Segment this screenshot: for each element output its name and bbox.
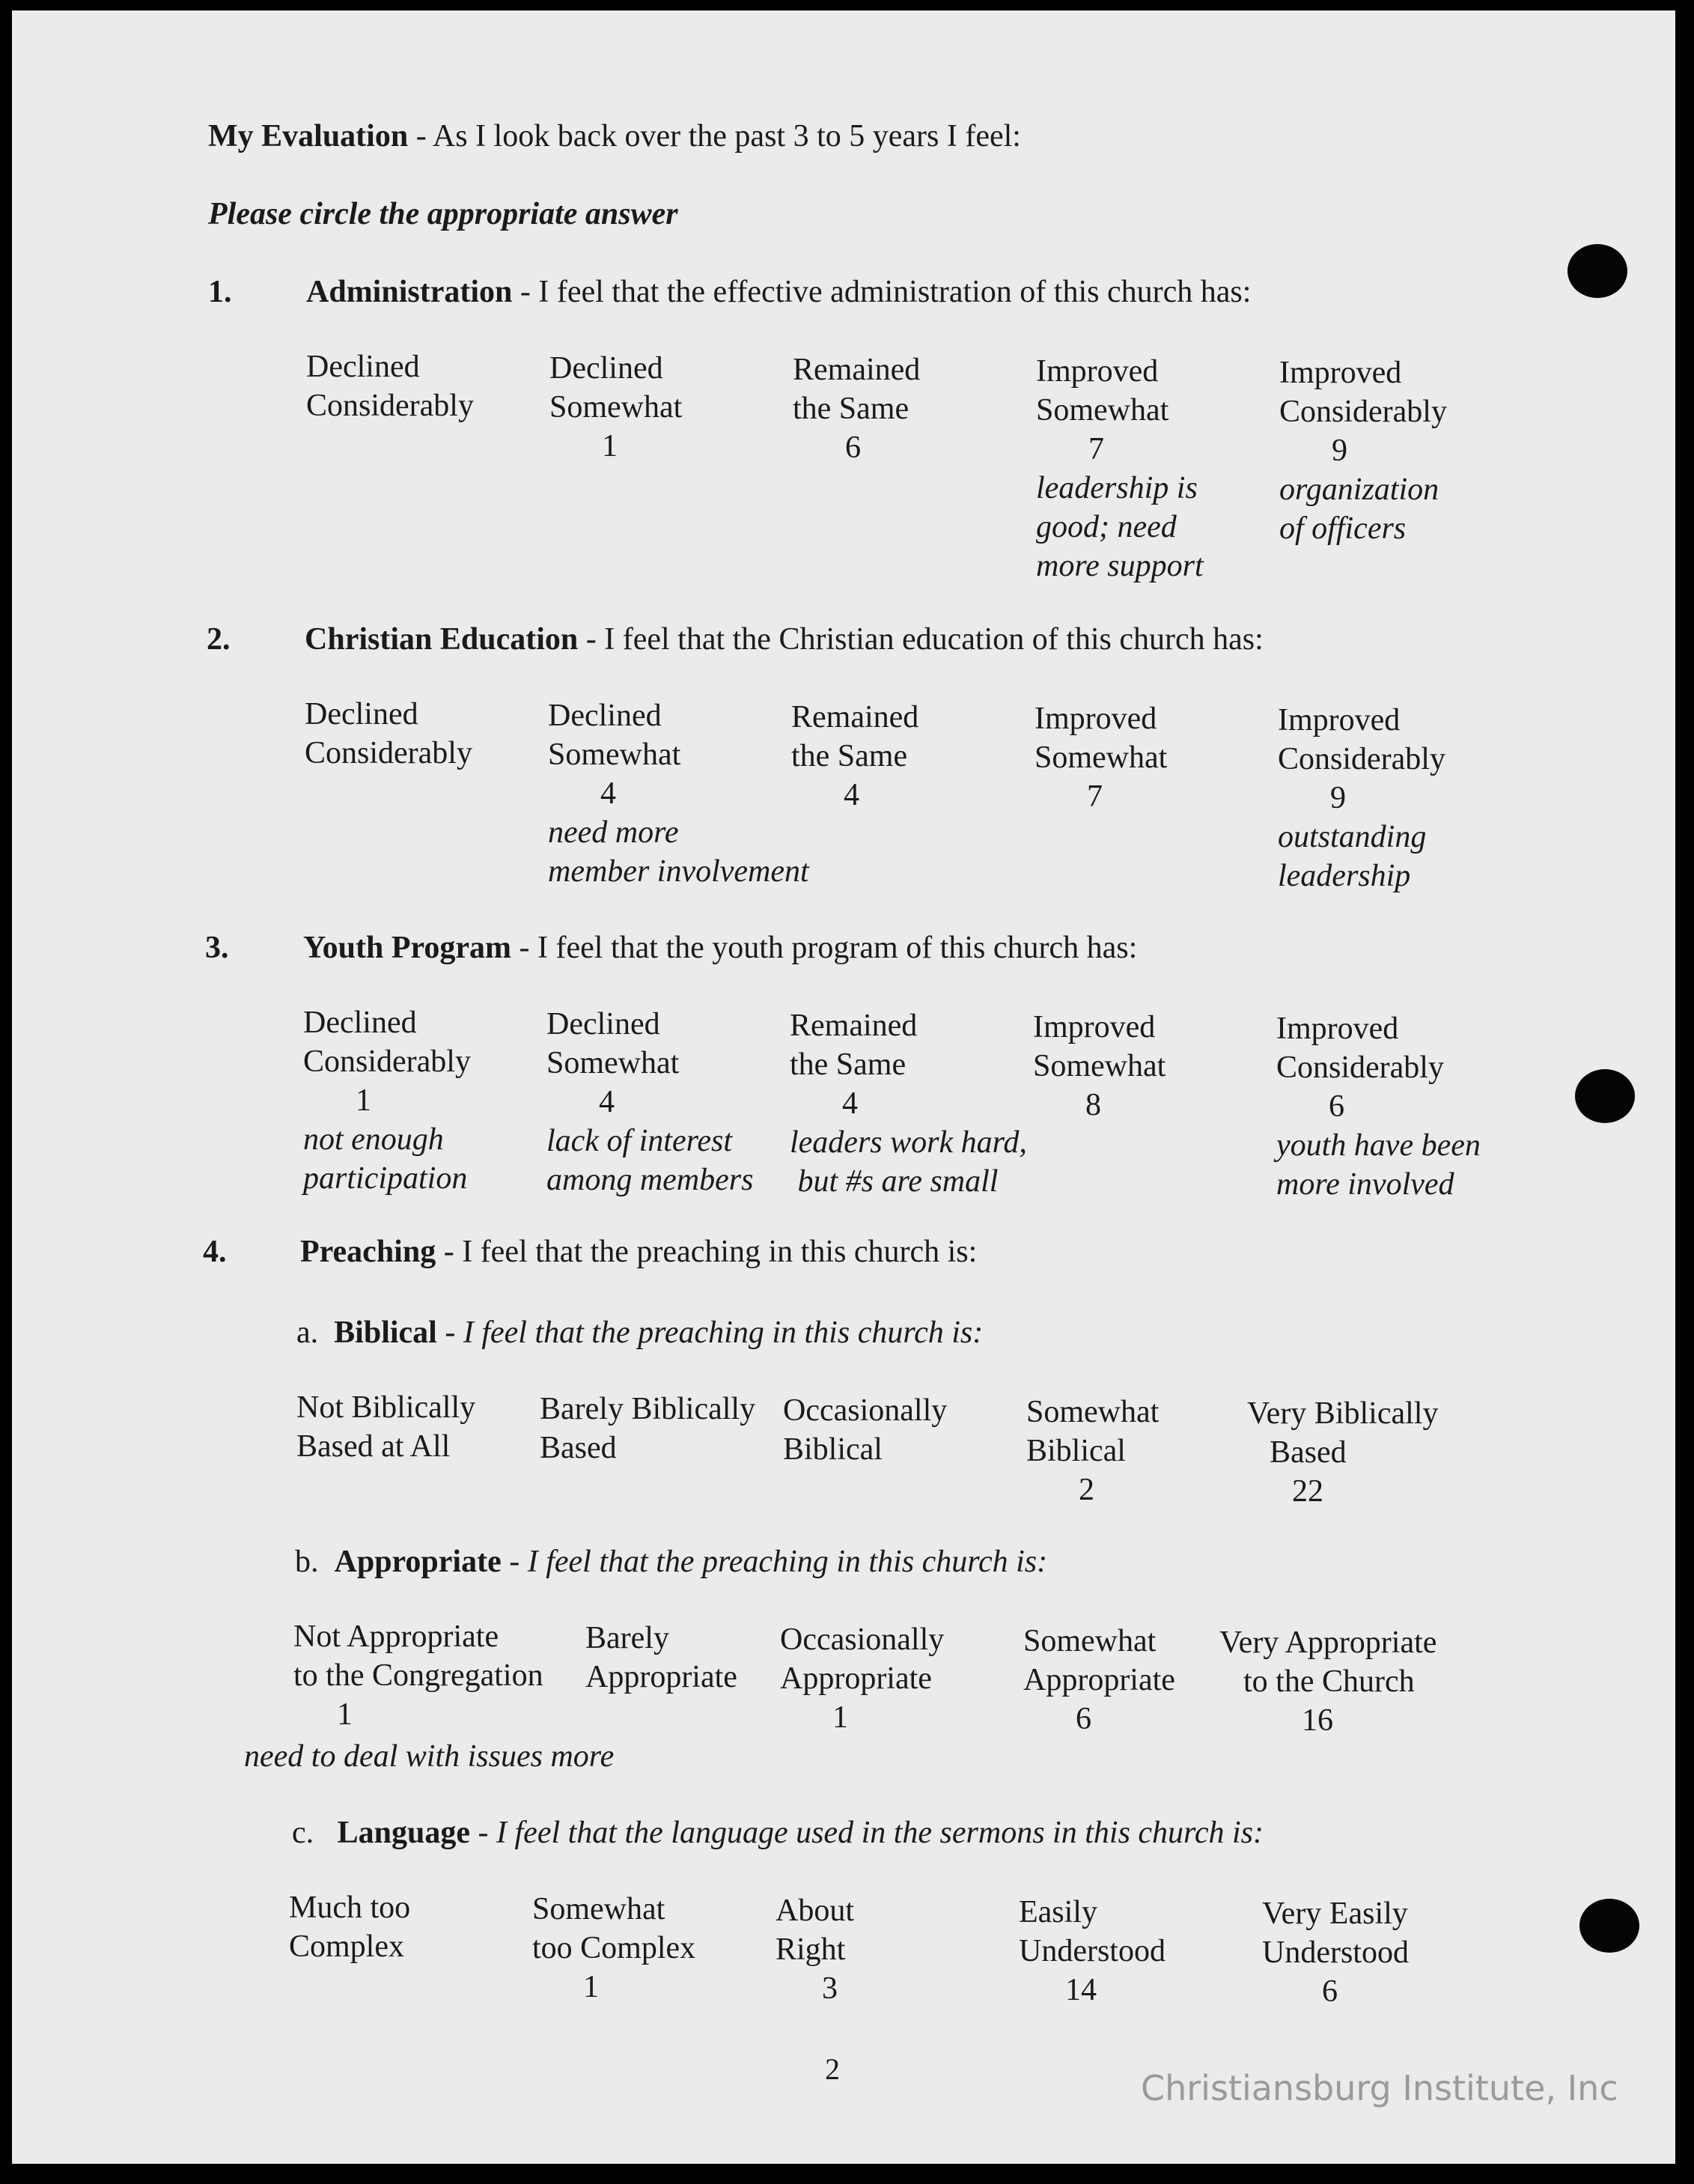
answer-option[interactable] bbox=[793, 350, 920, 467]
option-label: the Same bbox=[791, 739, 908, 773]
answer-option[interactable] bbox=[303, 1003, 471, 1198]
answer-option[interactable] bbox=[548, 696, 809, 891]
answer-option[interactable] bbox=[780, 1620, 944, 1737]
response-count: 4 bbox=[599, 1085, 615, 1119]
option-label: Very Appropriate bbox=[1219, 1625, 1437, 1660]
handwritten-note: more involved bbox=[1276, 1167, 1454, 1202]
subquestion-letter: b. bbox=[295, 1545, 319, 1579]
response-count: 4 bbox=[844, 778, 859, 812]
response-count: 2 bbox=[1079, 1473, 1094, 1507]
option-label: Declined bbox=[306, 350, 420, 384]
response-count: 9 bbox=[1330, 781, 1346, 815]
option-label: to the Congregation bbox=[293, 1658, 543, 1693]
handwritten-note: need more bbox=[548, 815, 679, 850]
option-label: Improved bbox=[1035, 702, 1157, 736]
response-count: 1 bbox=[356, 1083, 371, 1118]
question-name: Preaching bbox=[300, 1235, 436, 1269]
answer-option[interactable] bbox=[585, 1619, 737, 1697]
option-label: Easily bbox=[1019, 1895, 1097, 1929]
question-number: 1. bbox=[208, 275, 232, 309]
option-label: Much too bbox=[289, 1891, 411, 1925]
question-4-title bbox=[300, 1232, 977, 1271]
option-label: too Complex bbox=[532, 1931, 696, 1965]
option-label: Considerably bbox=[1279, 395, 1447, 429]
option-label: Somewhat bbox=[1033, 1049, 1166, 1083]
response-count: 1 bbox=[832, 1700, 848, 1735]
subquestion-c-title bbox=[292, 1813, 1264, 1852]
answer-option[interactable] bbox=[549, 349, 682, 466]
response-count: 6 bbox=[1322, 1974, 1338, 2009]
handwritten-note: organization bbox=[1279, 472, 1439, 507]
handwritten-note: need to deal with issues more bbox=[244, 1739, 615, 1774]
option-label: Somewhat bbox=[1035, 740, 1168, 775]
option-label: Barely bbox=[585, 1621, 669, 1655]
question-2-title bbox=[305, 620, 1264, 659]
answer-option[interactable] bbox=[783, 1391, 947, 1469]
option-label: Remained bbox=[790, 1009, 918, 1043]
binder-hole bbox=[1575, 1069, 1635, 1123]
response-count: 3 bbox=[822, 1971, 838, 2006]
option-label: Appropriate bbox=[780, 1661, 932, 1696]
question-text: - I feel that the youth program of this church has: bbox=[511, 931, 1138, 965]
response-count: 6 bbox=[845, 431, 861, 465]
answer-option[interactable] bbox=[790, 1006, 1027, 1201]
answer-option[interactable] bbox=[546, 1005, 753, 1199]
answer-option[interactable] bbox=[296, 1388, 475, 1466]
option-label: Somewhat bbox=[1036, 393, 1169, 428]
response-count: 22 bbox=[1292, 1474, 1323, 1509]
question-name: Youth Program bbox=[303, 931, 512, 965]
option-label: the Same bbox=[793, 392, 910, 426]
option-label: Remained bbox=[791, 700, 919, 734]
option-label: Somewhat bbox=[546, 1046, 680, 1080]
handwritten-note: member involvement bbox=[548, 854, 809, 889]
question-text: - I feel that the preaching in this church is: bbox=[436, 1235, 978, 1269]
option-label: Complex bbox=[289, 1929, 404, 1964]
answer-option[interactable] bbox=[306, 347, 474, 425]
option-label: Not Appropriate bbox=[293, 1619, 499, 1654]
question-1-title bbox=[306, 273, 1251, 311]
question-name: Christian Education bbox=[305, 622, 579, 657]
subquestion-text: - I feel that the preaching in this church is: bbox=[436, 1315, 984, 1350]
subquestion-text: - I feel that the preaching in this church is: bbox=[501, 1545, 1048, 1579]
response-count: 1 bbox=[337, 1697, 353, 1732]
handwritten-note: leadership is bbox=[1036, 471, 1198, 505]
answer-option[interactable] bbox=[1026, 1393, 1159, 1509]
answer-option[interactable] bbox=[532, 1890, 695, 2007]
answer-option[interactable] bbox=[776, 1891, 854, 2008]
subquestion-text: - I feel that the language used in the sermons in this church is: bbox=[470, 1816, 1264, 1850]
document-page bbox=[12, 10, 1675, 2164]
answer-option[interactable] bbox=[1033, 1008, 1166, 1125]
option-label: Occasionally bbox=[783, 1393, 948, 1428]
question-text: - I feel that the Christian education of this church has: bbox=[578, 622, 1264, 657]
response-count: 6 bbox=[1076, 1702, 1091, 1736]
answer-option[interactable] bbox=[1036, 352, 1204, 585]
option-label: Appropriate bbox=[585, 1660, 737, 1694]
subquestion-letter: c. bbox=[292, 1816, 314, 1850]
option-label: Not Biblically bbox=[296, 1390, 476, 1425]
answer-option[interactable] bbox=[1019, 1893, 1166, 2010]
answer-option[interactable] bbox=[289, 1888, 410, 1966]
handwritten-note: but #s are small bbox=[790, 1164, 999, 1199]
answer-option[interactable] bbox=[1035, 699, 1167, 816]
option-label: Somewhat bbox=[549, 390, 683, 425]
response-count: 9 bbox=[1332, 434, 1347, 468]
option-label: Understood bbox=[1019, 1934, 1166, 1968]
option-label: the Same bbox=[790, 1047, 907, 1082]
subquestion-name: Biblical bbox=[334, 1315, 437, 1350]
answer-option[interactable] bbox=[1276, 1009, 1481, 1204]
subquestion-letter: a. bbox=[296, 1315, 319, 1350]
handwritten-note: of officers bbox=[1279, 511, 1407, 546]
handwritten-note: more support bbox=[1036, 549, 1204, 583]
subquestion-name: Appropriate bbox=[334, 1545, 502, 1579]
response-count: 1 bbox=[602, 429, 618, 463]
option-label: Considerably bbox=[305, 736, 472, 770]
subquestion-name: Language bbox=[337, 1816, 471, 1850]
subquestion-b-title bbox=[295, 1542, 1047, 1581]
handwritten-note: not enough bbox=[303, 1122, 444, 1157]
answer-option[interactable] bbox=[1219, 1623, 1436, 1740]
binder-hole bbox=[1579, 1899, 1639, 1953]
option-label: Barely Biblically bbox=[540, 1392, 756, 1426]
response-count: 14 bbox=[1065, 1973, 1097, 2007]
answer-option[interactable] bbox=[305, 695, 472, 773]
response-count: 4 bbox=[842, 1086, 858, 1121]
option-label: Somewhat bbox=[548, 737, 681, 772]
handwritten-note: leaders work hard, bbox=[790, 1125, 1027, 1160]
question-text: - I feel that the effective administration of this church has: bbox=[512, 275, 1252, 309]
option-label: Biblical bbox=[1026, 1434, 1126, 1468]
option-label: Declined bbox=[305, 697, 418, 731]
option-label: Considerably bbox=[303, 1044, 471, 1079]
answer-option[interactable] bbox=[1247, 1394, 1438, 1511]
response-count: 8 bbox=[1085, 1088, 1101, 1122]
instruction-text: Please circle the appropriate answer bbox=[208, 197, 678, 231]
option-label: Based at All bbox=[296, 1429, 451, 1464]
handwritten-note: among members bbox=[546, 1163, 754, 1197]
handwritten-note: outstanding bbox=[1278, 820, 1427, 854]
option-label: Right bbox=[776, 1932, 846, 1967]
watermark: Christiansburg Institute, Inc bbox=[1141, 2068, 1618, 2108]
option-label: Improved bbox=[1036, 354, 1159, 389]
handwritten-note: lack of interest bbox=[546, 1124, 733, 1158]
heading-bold: My Evaluation bbox=[208, 119, 409, 153]
option-label: Improved bbox=[1033, 1010, 1156, 1044]
option-label: Considerably bbox=[1276, 1050, 1444, 1085]
response-count: 7 bbox=[1087, 779, 1103, 814]
option-label: Declined bbox=[549, 351, 663, 386]
question-number: 4. bbox=[203, 1235, 227, 1269]
question-3-title bbox=[303, 928, 1137, 967]
option-label: Very Biblically bbox=[1247, 1396, 1439, 1431]
option-label: Very Easily bbox=[1262, 1896, 1408, 1931]
option-label: Considerably bbox=[1278, 742, 1445, 776]
handwritten-note: good; need bbox=[1036, 510, 1177, 544]
handwritten-note: leadership bbox=[1278, 859, 1411, 893]
option-label: Improved bbox=[1279, 356, 1402, 390]
response-count: 6 bbox=[1329, 1089, 1344, 1124]
response-count: 1 bbox=[583, 1970, 599, 2004]
option-label: Based bbox=[1270, 1435, 1347, 1470]
option-label: Somewhat bbox=[532, 1892, 665, 1926]
answer-option[interactable] bbox=[1278, 701, 1445, 895]
option-label: Declined bbox=[303, 1006, 417, 1040]
heading-rest: - As I look back over the past 3 to 5 years I feel: bbox=[408, 119, 1021, 153]
answer-option[interactable] bbox=[540, 1390, 755, 1467]
option-label: Improved bbox=[1276, 1012, 1399, 1046]
question-number: 3. bbox=[205, 931, 229, 965]
response-count: 4 bbox=[600, 776, 616, 811]
handwritten-note: youth have been bbox=[1276, 1128, 1481, 1163]
option-label: Somewhat bbox=[1026, 1395, 1160, 1429]
answer-option[interactable] bbox=[1262, 1894, 1409, 2011]
option-label: Appropriate bbox=[1023, 1663, 1175, 1697]
question-name: Administration bbox=[306, 275, 513, 309]
answer-option[interactable] bbox=[1279, 353, 1447, 548]
option-label: Declined bbox=[548, 699, 662, 733]
answer-option[interactable] bbox=[1023, 1622, 1175, 1739]
handwritten-note: participation bbox=[303, 1161, 468, 1196]
binder-hole bbox=[1567, 244, 1627, 298]
option-label: Occasionally bbox=[780, 1622, 945, 1657]
response-count: 16 bbox=[1302, 1703, 1333, 1738]
page-number: 2 bbox=[825, 2052, 840, 2086]
option-label: Improved bbox=[1278, 703, 1401, 737]
option-label: Remained bbox=[793, 353, 921, 387]
option-label: Somewhat bbox=[1023, 1624, 1157, 1658]
question-number: 2. bbox=[207, 622, 231, 657]
option-label: Understood bbox=[1262, 1935, 1409, 1970]
option-label: Biblical bbox=[783, 1432, 883, 1467]
answer-option[interactable] bbox=[791, 698, 918, 815]
option-label: About bbox=[776, 1893, 854, 1928]
option-label: Based bbox=[540, 1431, 617, 1465]
option-label: Declined bbox=[546, 1007, 660, 1041]
evaluation-heading bbox=[208, 117, 1021, 156]
subquestion-a-title bbox=[296, 1313, 983, 1352]
response-count: 7 bbox=[1088, 432, 1104, 466]
option-label: to the Church bbox=[1243, 1664, 1415, 1699]
answer-option[interactable] bbox=[293, 1617, 543, 1734]
option-label: Considerably bbox=[306, 389, 474, 423]
